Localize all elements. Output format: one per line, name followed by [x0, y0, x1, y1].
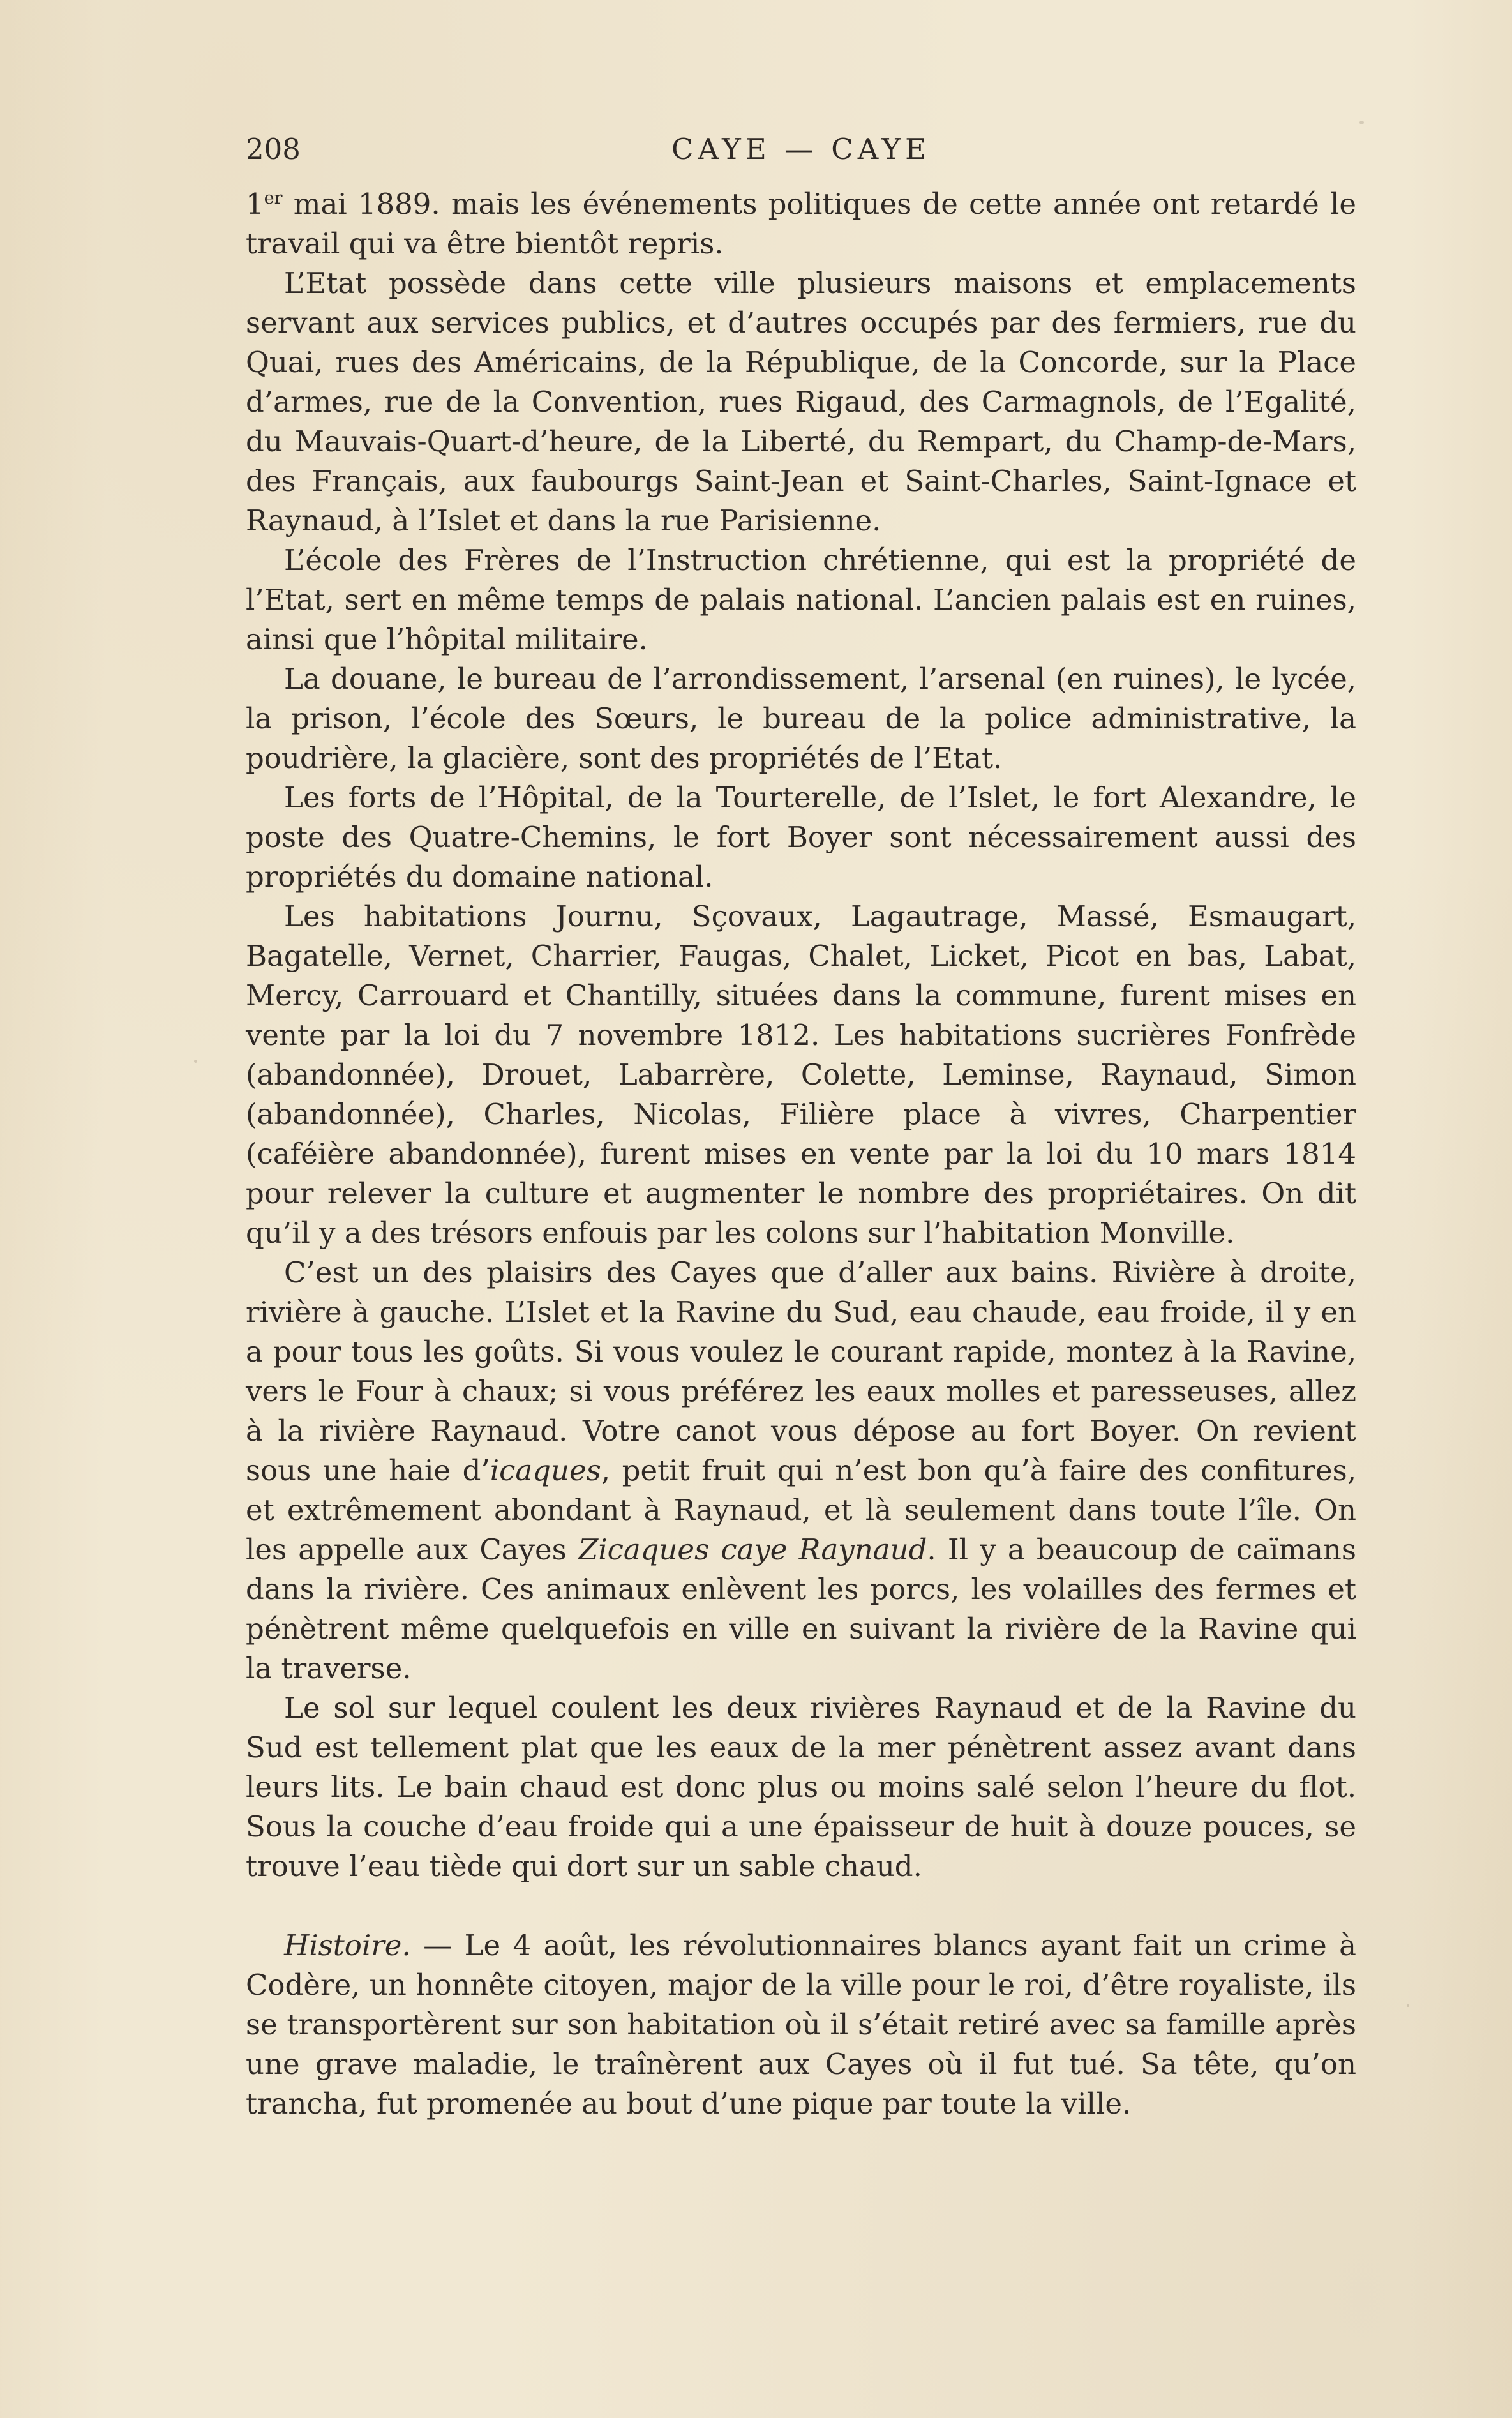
- baths-text-end: . Il y a beaucoup de caïmans dans la rivière. Ces animaux enlèvent les porcs, les volailles des fermes et pénètrent même quelquefois en ville en suivant la rivière de la Ravine qui la traverse.: [246, 1533, 1356, 1685]
- public-buildings-paragraph: La douane, le bureau de l’arrondissement, l’arsenal (en ruines), le lycée, la prison, l’école des Sœurs, le bureau de la police administrative, la poudrière, la glacière, sont des propriétés de l’Etat.: [246, 662, 1356, 775]
- history-text: — Le 4 août, les révolutionnaires blancs ayant fait un crime à Codère, un honnête citoyen, major de la ville pour le roi, d’être royaliste, ils se transportèrent sur son habitation où il s’était retiré avec sa famille après une grave maladie, le traînèrent aux Cayes où il fut tué. Sa tête, qu’on trancha, fut promenée au bout d’une pique par toute la ville.: [246, 1928, 1356, 2121]
- state-properties-paragraph: L’Etat possède dans cette ville plusieurs maisons et emplacements servant aux services publics, et d’autres occupés par des fermiers, rue du Quai, rues des Américains, de la République, de la Concorde, sur la Place d’armes, rue de la Convention, rues Rigaud, des Carmagnols, de l’Egalité, du Mauvais-Quart-d’heure, de la Liberté, du Rempart, du Champ-de-Mars, des Français, aux faubourgs Saint-Jean et Saint-Charles, Saint-Ignace et Raynaud, à l’Islet et dans la rue Parisienne.: [246, 266, 1356, 537]
- baths-paragraph: [246, 1253, 1356, 1688]
- book-page: [246, 127, 1356, 2310]
- running-head: [246, 127, 1356, 184]
- icaques-term: icaques: [490, 1453, 601, 1487]
- opening-date-suffix: er: [264, 188, 283, 208]
- baths-text-middle: , petit fruit qui n’est bon qu’à faire des confitures, et extrêmement abondant à Raynaud, et là seulement dans toute l’île. On les appelle aux Cayes: [246, 1453, 1357, 1566]
- plantations-paragraph: Les habitations Journu, Sçovaux, Lagautrage, Massé, Esmaugart, Bagatelle, Vernet, Charrier, Faugas, Chalet, Licket, Picot en bas, Labat, Mercy, Carrouard et Chantilly, situées dans la commune, furent mises en vente par la loi du 7 novembre 1812. Les habitations sucrières Fonfrède (abandonnée), Drouet, Labarrère, Colette, Leminse, Raynaud, Simon (abandonnée), Charles, Nicolas, Filière place à vivres, Charpentier (caféière abandonnée), furent mises en vente par la loi du 10 mars 1814 pour relever la culture et augmenter le nombre des propriétaires. On dit qu’il y a des trésors enfouis par les colons sur l’habitation Monville.: [246, 899, 1356, 1250]
- history-paragraph: [246, 1926, 1356, 2124]
- paper-speck: [1359, 121, 1364, 124]
- river-soil-paragraph: Le sol sur lequel coulent les deux rivières Raynaud et de la Ravine du Sud est tellement plat que les eaux de la mer pénètrent assez avant dans leurs lits. Le bain chaud est donc plus ou moins salé selon l’heure du flot. Sous la couche d’eau froide qui a une épaisseur de huit à douze pouces, se trouve l’eau tiède qui dort sur un sable chaud.: [246, 1691, 1356, 1883]
- forts-paragraph: Les forts de l’Hôpital, de la Tourterelle, de l’Islet, le fort Alexandre, le poste des Quatre-Chemins, le fort Boyer sont nécessairement aussi des propriétés du domaine national.: [246, 781, 1356, 894]
- paper-speck: [194, 1060, 197, 1063]
- paper-speck: [1407, 2004, 1409, 2007]
- page-number: 208: [246, 132, 301, 166]
- article-body: [246, 184, 1356, 2124]
- history-label: Histoire.: [284, 1928, 411, 1962]
- zicaques-term: Zicaques caye Raynaud: [578, 1533, 927, 1566]
- school-palace-paragraph: L’école des Frères de l’Instruction chrétienne, qui est la propriété de l’Etat, sert en même temps de palais national. L’ancien palais est en ruines, ainsi que l’hôpital militaire.: [246, 543, 1356, 656]
- opening-paragraph: [246, 184, 1356, 264]
- running-title: CAYE — CAYE: [671, 132, 931, 166]
- opening-text: mai 1889. mais les événements politiques de cette année ont retardé le travail qui va être bientôt repris.: [246, 187, 1356, 260]
- opening-date-number: 1: [246, 187, 264, 221]
- baths-text-start: C’est un des plaisirs des Cayes que d’aller aux bains. Rivière à droite, rivière à gauche. L’Islet et la Ravine du Sud, eau chaude, eau froide, il y en a pour tous les goûts. Si vous voulez le courant rapide, montez à la Ravine, vers le Four à chaux; si vous préférez les eaux molles et paresseuses, allez à la rivière Raynaud. Votre canot vous dépose au fort Boyer. On revient sous une haie d’: [246, 1256, 1356, 1487]
